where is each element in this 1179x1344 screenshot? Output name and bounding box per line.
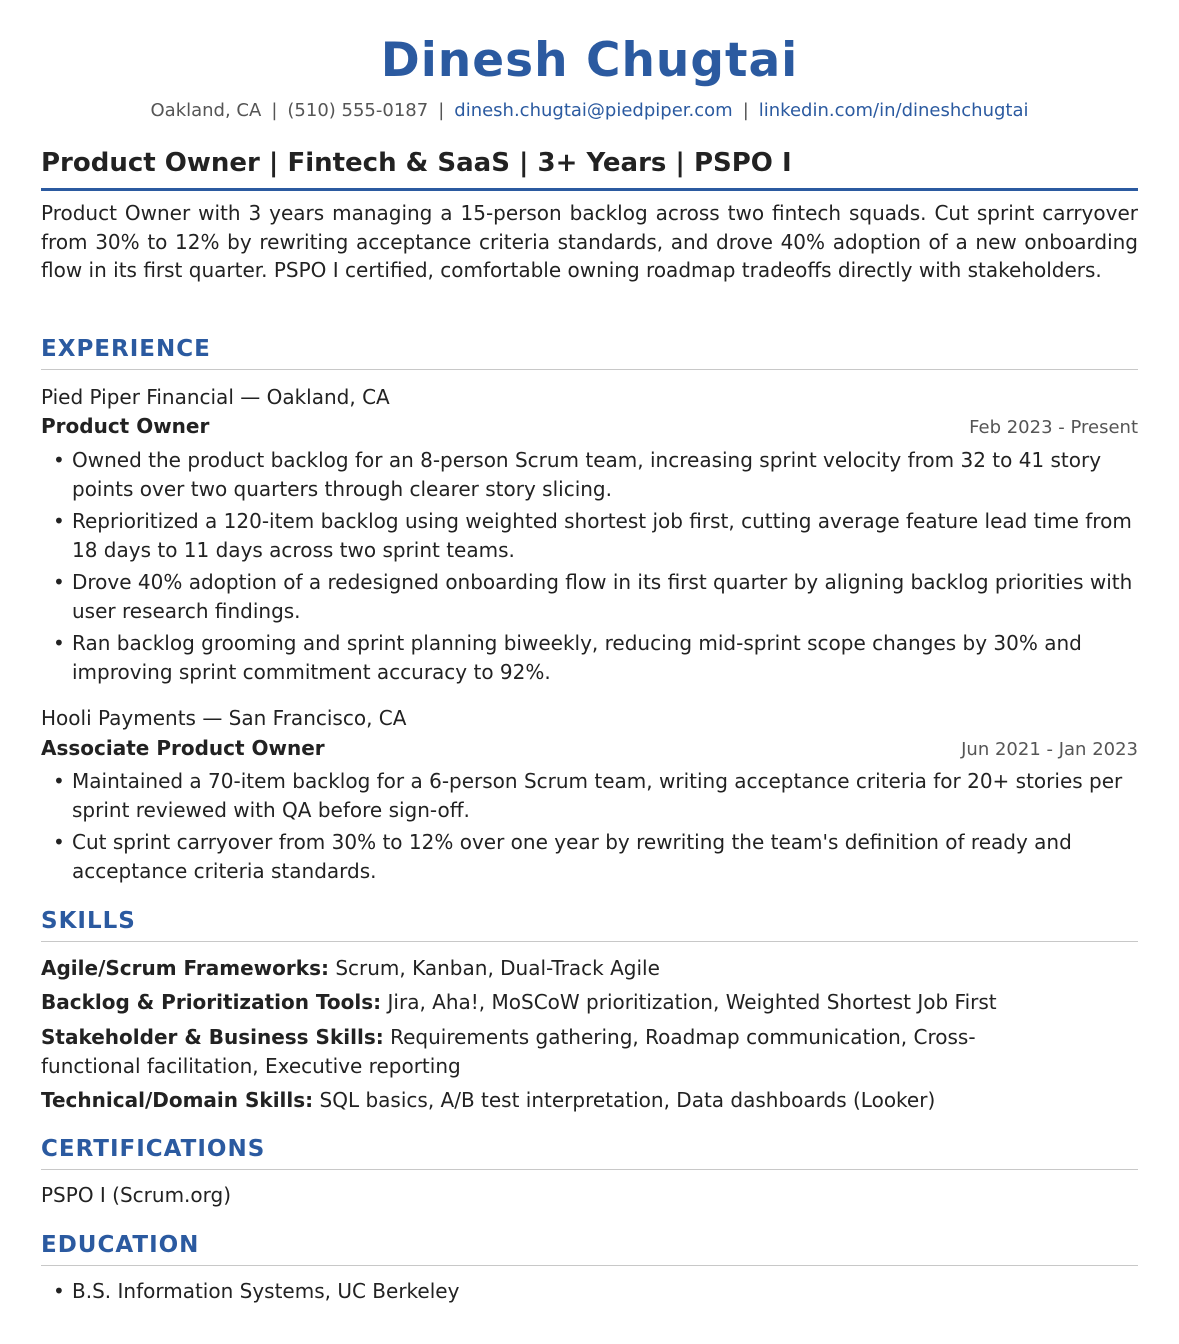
skill-label: Agile/Scrum Frameworks: [41,956,329,980]
location-text: Oakland, CA [150,100,262,121]
skill-line [41,1086,1051,1115]
skill-label: Backlog & Prioritization Tools: [41,990,382,1014]
list-item [41,767,1138,824]
bullet-text: Reprioritized a 120-item backlog using weighted shortest job first, cutting average feature lead time from 18 days to 11 days across two sprint teams. [72,509,1132,562]
contact-separator: | [271,100,278,121]
section-title-experience: EXPERIENCE [41,334,1138,370]
section-title-certifications: CERTIFICATIONS [41,1134,1138,1170]
job-dates: Feb 2023 - Present [969,417,1138,438]
email-link[interactable]: dinesh.chugtai@piedpiper.com [454,100,733,121]
bullet-text: Ran backlog grooming and sprint planning biweekly, reducing mid-sprint scope changes by 30% and improving sprint commitment accuracy to 92%. [72,631,1082,684]
list-item [41,446,1138,503]
job-role-row [41,412,1138,442]
skill-line [41,1023,1051,1080]
bullet-glyph: • [53,509,65,533]
job-bullets [41,767,1138,885]
skill-value: SQL basics, A/B test interpretation, Data dashboards (Looker) [319,1088,936,1112]
education-item: B.S. Information Systems, UC Berkeley [72,1279,460,1303]
skill-line [41,988,1051,1017]
list-item [41,1277,1138,1306]
phone-text: (510) 555-0187 [287,100,429,121]
summary-paragraph: Product Owner with 3 years managing a 15-person backlog across two fintech squads. Cut sprint carryover from 30% to 12% by rewriting acceptance criteria standards, and drove 40% adoption of a new onboarding flow in its first quarter. PSPO I certified, comfortable owning roadmap tradeoffs directly with stakeholders. [41,201,1138,282]
bullet-glyph: • [53,448,65,472]
bullet-text: Maintained a 70-item backlog for a 6-person Scrum team, writing acceptance criteria for 20+ stories per sprint reviewed with QA before sign-off. [72,769,1123,822]
certification-item: PSPO I (Scrum.org) [41,1183,232,1207]
skill-line [41,954,1051,983]
contact-separator: | [438,100,445,121]
list-item [41,507,1138,564]
job-bullets [41,446,1138,686]
job-company: Pied Piper Financial — Oakland, CA [41,385,390,409]
education-list [41,1277,1138,1306]
contact-line [0,98,1179,124]
job-company: Hooli Payments — San Francisco, CA [41,706,407,730]
contact-separator: | [742,100,749,121]
job-role-row [41,734,1138,764]
list-item [41,629,1138,686]
section-title-skills: SKILLS [41,906,1138,942]
skill-value: Requirements gathering, Roadmap communication, Cross-functional facilitation, Executive reporting [41,1025,976,1078]
list-item [41,568,1138,625]
skill-value: Jira, Aha!, MoSCoW prioritization, Weighted Shortest Job First [387,990,997,1014]
skill-label: Stakeholder & Business Skills: [41,1025,384,1049]
headline: Product Owner | Fintech & SaaS | 3+ Years | PSPO I [41,146,1138,191]
bullet-glyph: • [53,570,65,594]
job-role: Product Owner [41,414,210,438]
skill-value: Scrum, Kanban, Dual-Track Agile [335,956,660,980]
bullet-text: Cut sprint carryover from 30% to 12% over one year by rewriting the team's definition of ready and acceptance criteria standards. [72,830,1072,883]
skill-label: Technical/Domain Skills: [41,1088,314,1112]
bullet-glyph: • [53,769,65,793]
linkedin-link[interactable]: linkedin.com/in/dineshchugtai [758,100,1029,121]
candidate-name: Dinesh Chugtai [380,33,799,88]
bullet-text: Drove 40% adoption of a redesigned onboarding flow in its first quarter by aligning backlog priorities with user research findings. [72,570,1133,623]
job-role: Associate Product Owner [41,736,325,760]
section-title-education: EDUCATION [41,1230,1138,1266]
bullet-text: Owned the product backlog for an 8-person Scrum team, increasing sprint velocity from 32 to 41 story points over two quarters through clearer story slicing. [72,448,1102,501]
bullet-glyph: • [53,631,65,655]
list-item [41,828,1138,885]
bullet-glyph: • [53,830,65,854]
job-dates: Jun 2021 - Jan 2023 [961,739,1138,760]
bullet-glyph: • [53,1279,65,1303]
